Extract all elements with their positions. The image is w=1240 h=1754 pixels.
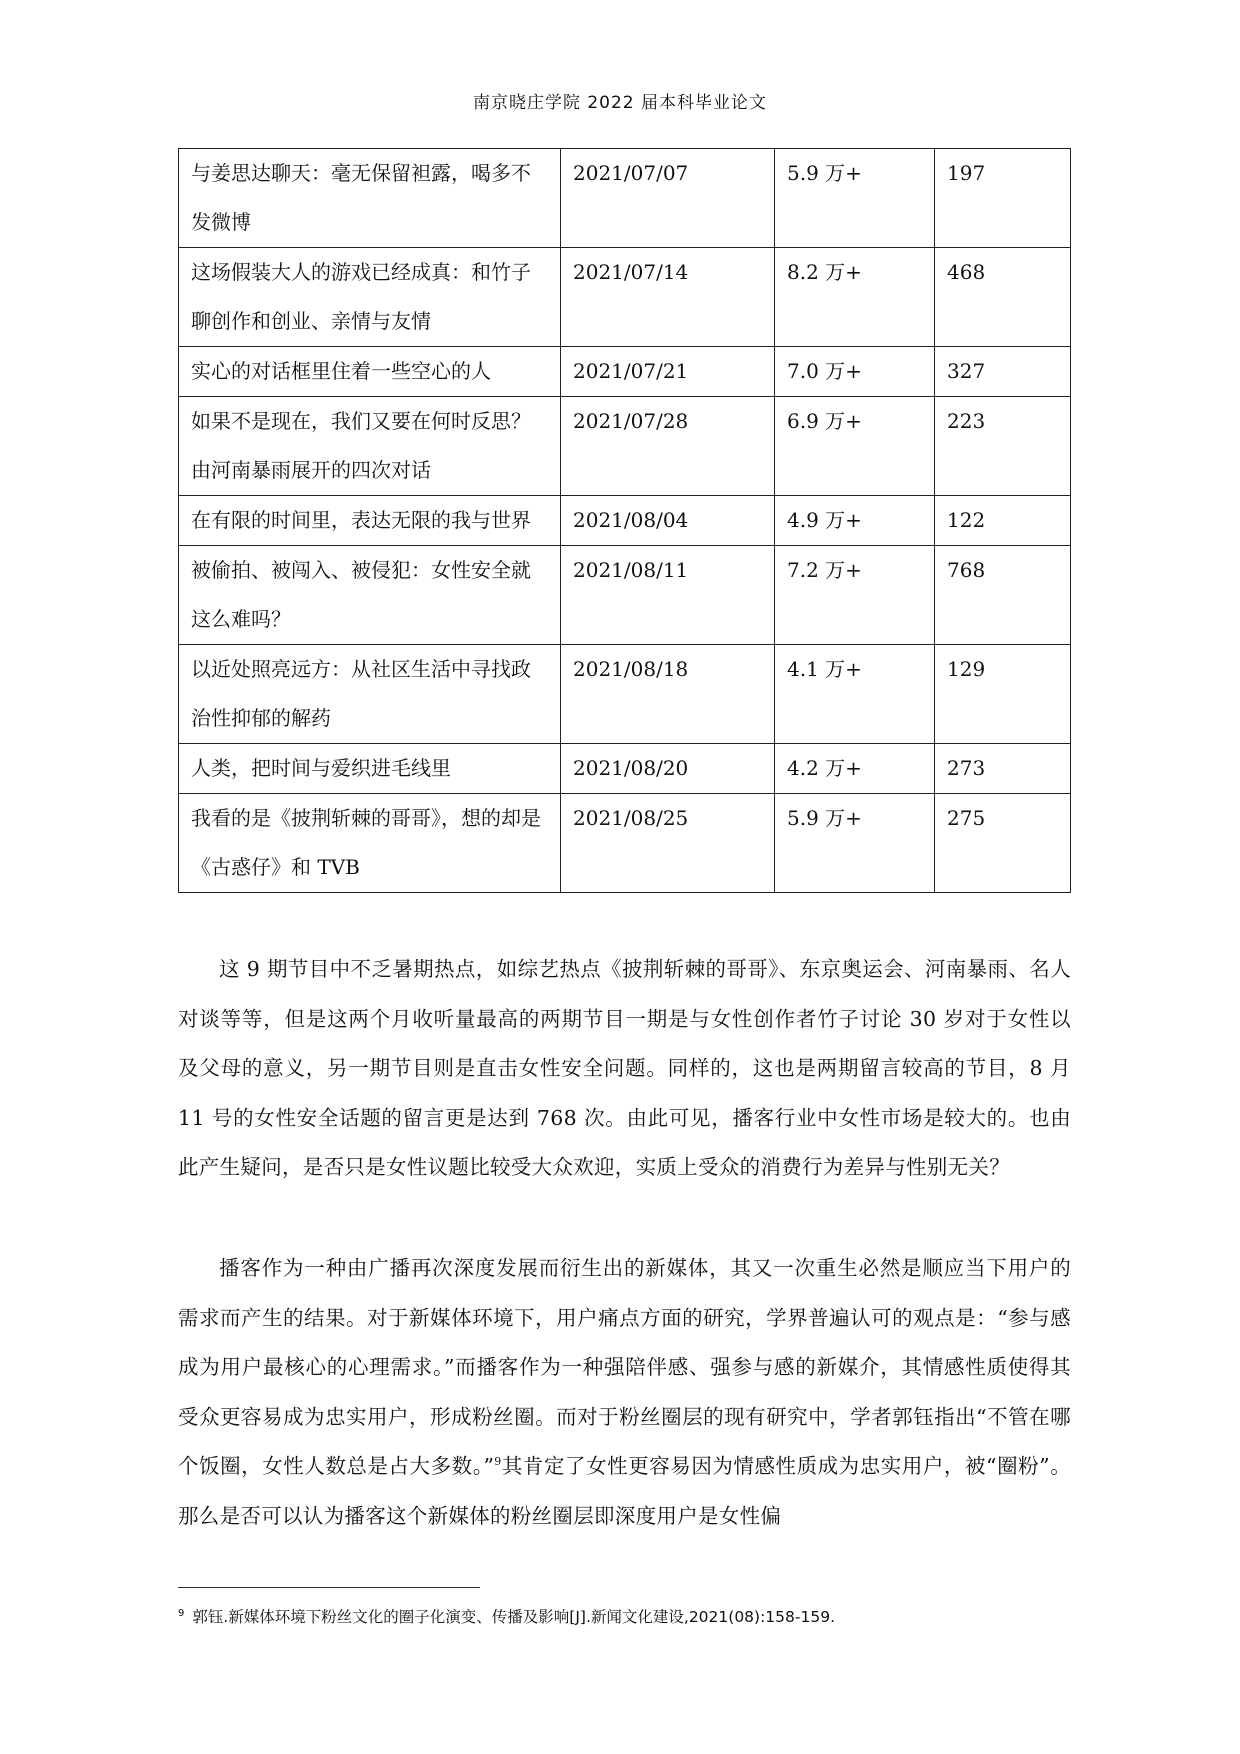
- episode-listens: 7.0 万+: [775, 347, 935, 397]
- episode-date: 2021/08/25: [561, 794, 775, 893]
- table-row: [179, 347, 1071, 397]
- episode-table-body: [179, 149, 1071, 893]
- episode-comments: 197: [935, 149, 1071, 248]
- episode-date: 2021/07/21: [561, 347, 775, 397]
- episode-title: 在有限的时间里，表达无限的我与世界: [179, 496, 561, 546]
- footnote-divider: [178, 1587, 480, 1588]
- episode-title: 被偷拍、被闯入、被侵犯：女性安全就这么难吗？: [179, 546, 561, 645]
- body-paragraph-1: 这 9 期节目中不乏暑期热点，如综艺热点《披荆斩棘的哥哥》、东京奥运会、河南暴雨、名人对谈等等，但是这两个月收听量最高的两期节目一期是与女性创作者竹子讨论 30 岁对于女性以及父母的意义，另一期节目则是直击女性安全问题。同样的，这也是两期留言较高的节目，8 月 11 号的女性安全话题的留言更是达到 768 次。由此可见，播客行业中女性市场是较大的。也由此产生疑问，是否只是女性议题比较受大众欢迎，实质上受众的消费行为差异与性别无关？: [178, 957, 1071, 1179]
- episode-comments: 129: [935, 645, 1071, 744]
- episode-table: [178, 148, 1071, 893]
- episode-comments: 223: [935, 397, 1071, 496]
- paragraph-2-text-after: 其肯定了女性更容易因为情感性质成为忠实用户，被“圈粉”。那么是否可以认为播客这个新媒体的粉丝圈层即深度用户是女性偏: [178, 1454, 1071, 1528]
- table-row: [179, 149, 1071, 248]
- episode-title: 实心的对话框里住着一些空心的人: [179, 347, 561, 397]
- episode-listens: 7.2 万+: [775, 546, 935, 645]
- page-header: 南京晓庄学院 2022 届本科毕业论文: [472, 93, 768, 113]
- episode-listens: 6.9 万+: [775, 397, 935, 496]
- episode-title: 以近处照亮远方：从社区生活中寻找政治性抑郁的解药: [179, 645, 561, 744]
- episode-title: 如果不是现在，我们又要在何时反思？由河南暴雨展开的四次对话: [179, 397, 561, 496]
- body-paragraph-2: [178, 1244, 1071, 1541]
- episode-comments: 275: [935, 794, 1071, 893]
- table-row: [179, 794, 1071, 893]
- table-row: [179, 248, 1071, 347]
- episode-title: 我看的是《披荆斩棘的哥哥》，想的却是《古惑仔》和 TVB: [179, 794, 561, 893]
- episode-date: 2021/08/11: [561, 546, 775, 645]
- episode-title: 人类，把时间与爱织进毛线里: [179, 744, 561, 794]
- table-row: [179, 546, 1071, 645]
- episode-listens: 5.9 万+: [775, 794, 935, 893]
- footnote-number: 9: [178, 1607, 185, 1619]
- episode-date: 2021/07/14: [561, 248, 775, 347]
- episode-listens: 4.9 万+: [775, 496, 935, 546]
- episode-date: 2021/07/07: [561, 149, 775, 248]
- episode-listens: 4.2 万+: [775, 744, 935, 794]
- episode-comments: 768: [935, 546, 1071, 645]
- episode-date: 2021/08/04: [561, 496, 775, 546]
- episode-listens: 4.1 万+: [775, 645, 935, 744]
- table-row: [179, 496, 1071, 546]
- episode-date: 2021/07/28: [561, 397, 775, 496]
- episode-date: 2021/08/18: [561, 645, 775, 744]
- episode-date: 2021/08/20: [561, 744, 775, 794]
- table-row: [179, 397, 1071, 496]
- episode-listens: 5.9 万+: [775, 149, 935, 248]
- paragraph-2-text-before: 播客作为一种由广播再次深度发展而衍生出的新媒体，其又一次重生必然是顺应当下用户的需求而产生的结果。对于新媒体环境下，用户痛点方面的研究，学界普遍认可的观点是：“参与感成为用户最核心的心理需求。”而播客作为一种强陪伴感、强参与感的新媒介，其情感性质使得其受众更容易成为忠实用户，形成粉丝圈。而对于粉丝圈层的现有研究中，学者郭钰指出“不管在哪个饭圈，女性人数总是占大多数。”: [178, 1256, 1071, 1478]
- episode-comments: 273: [935, 744, 1071, 794]
- episode-comments: 122: [935, 496, 1071, 546]
- table-row: [179, 645, 1071, 744]
- table-row: [179, 744, 1071, 794]
- footnote: [178, 1606, 1078, 1628]
- episode-comments: 468: [935, 248, 1071, 347]
- episode-listens: 8.2 万+: [775, 248, 935, 347]
- episode-comments: 327: [935, 347, 1071, 397]
- footnote-text: 郭钰.新媒体环境下粉丝文化的圈子化演变、传播及影响[J].新闻文化建设,2021(08):158-159.: [192, 1608, 835, 1626]
- footnote-reference[interactable]: 9: [494, 1455, 502, 1469]
- episode-title: 这场假装大人的游戏已经成真：和竹子聊创作和创业、亲情与友情: [179, 248, 561, 347]
- episode-title: 与姜思达聊天：毫无保留袒露，喝多不发微博: [179, 149, 561, 248]
